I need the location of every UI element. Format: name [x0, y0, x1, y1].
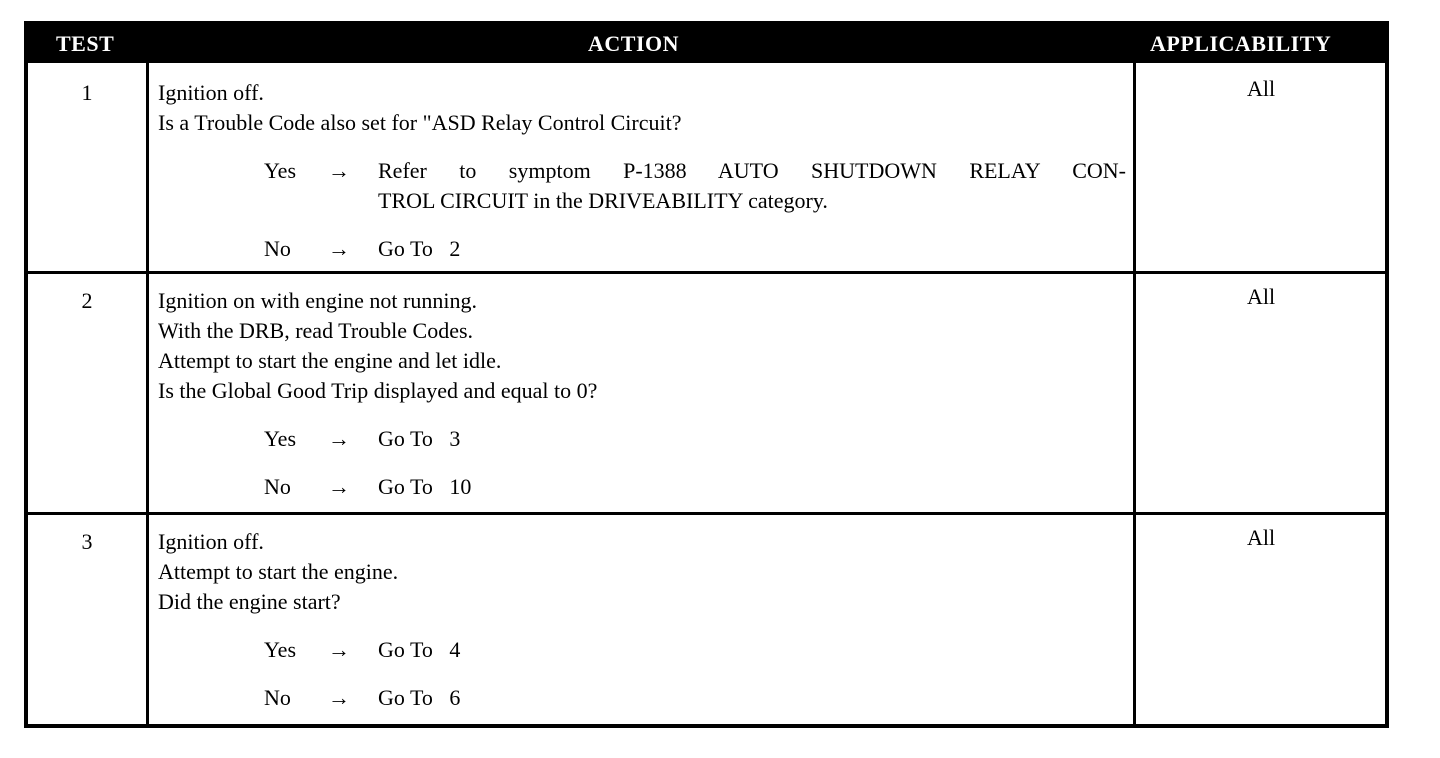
arrow-right-icon: →: [328, 426, 350, 451]
action-step: Ignition on with engine not running.: [158, 288, 477, 313]
action-step: Attempt to start the engine and let idle.: [158, 348, 502, 373]
no-answer: [158, 234, 1128, 264]
action-cell: [158, 78, 1128, 264]
table-header: [28, 25, 1385, 63]
yes-result: Go To 3: [378, 426, 461, 451]
action-question: Is a Trouble Code also set for "ASD Relay Control Circuit?: [158, 110, 682, 135]
no-result: Go To 10: [378, 474, 472, 499]
action-cell: [158, 286, 1128, 502]
no-answer: [158, 472, 1128, 502]
action-question: Is the Global Good Trip displayed and equal to 0?: [158, 378, 598, 403]
no-label: No: [264, 236, 291, 261]
diagnostic-test-table: [24, 21, 1389, 728]
test-number: 3: [81, 529, 93, 554]
action-cell: [158, 527, 1128, 713]
test-number: 1: [81, 80, 93, 105]
action-question: Did the engine start?: [158, 589, 341, 614]
arrow-right-icon: →: [328, 685, 350, 710]
yes-answer: [158, 424, 1128, 454]
no-label: No: [264, 474, 291, 499]
no-result: Go To 2: [378, 236, 461, 261]
table-row-test-1: [28, 66, 1385, 271]
no-result: Go To 6: [378, 685, 461, 710]
applicability-value: All: [1246, 76, 1276, 101]
yes-result-line-2: TROL CIRCUIT in the DRIVEABILITY category.: [378, 188, 828, 213]
arrow-right-icon: →: [328, 637, 350, 662]
table-row-test-2: [28, 274, 1385, 512]
applicability-value: All: [1246, 525, 1276, 550]
yes-result: Go To 4: [378, 637, 461, 662]
yes-label: Yes: [264, 426, 297, 451]
arrow-right-icon: →: [328, 474, 350, 499]
arrow-right-icon: →: [328, 158, 350, 183]
action-step: Ignition off.: [158, 80, 264, 105]
no-label: No: [264, 685, 291, 710]
table-row-test-3: [28, 515, 1385, 724]
arrow-right-icon: →: [328, 236, 350, 261]
yes-result: [378, 156, 1126, 216]
yes-answer: [158, 156, 1128, 216]
action-step: Attempt to start the engine.: [158, 559, 399, 584]
no-answer: [158, 683, 1128, 713]
yes-answer: [158, 635, 1128, 665]
header-test: TEST: [56, 31, 115, 56]
action-step: With the DRB, read Trouble Codes.: [158, 318, 474, 343]
header-action: ACTION: [588, 31, 680, 56]
action-step: Ignition off.: [158, 529, 264, 554]
header-applicability: APPLICABILITY: [1150, 31, 1332, 56]
yes-label: Yes: [264, 158, 297, 183]
applicability-value: All: [1246, 284, 1276, 309]
yes-result-line-1: Refer to symptom P-1388 AUTO SHUTDOWN RELAY CON-: [378, 158, 1126, 183]
yes-label: Yes: [264, 637, 297, 662]
test-number: 2: [81, 288, 93, 313]
